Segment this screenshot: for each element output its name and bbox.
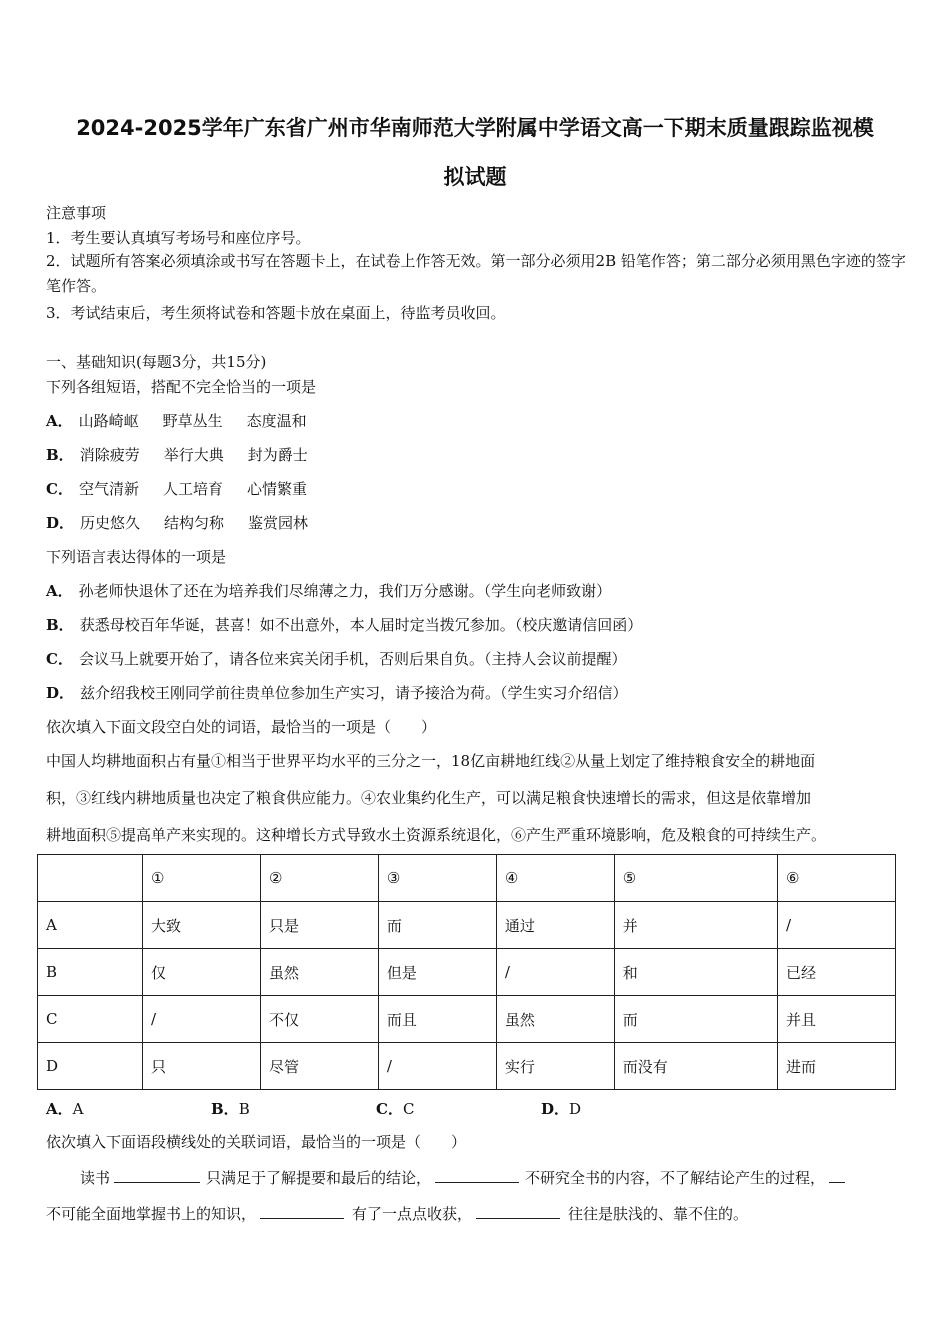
notice-item-3: 3．考试结束后，考生须将试卷和答题卡放在桌面上，待监考员收回。 [46,304,506,322]
table-row [38,1043,896,1090]
option-text: B [238,1100,250,1118]
q3-passage-line: 耕地面积⑤提高单产来实现的。这种增长方式导致水土资源系统退化，⑥产生严重环境影响，危及粮食的可持续生产。 [46,826,827,844]
option-key: C． [376,1100,403,1118]
q2-option-b [46,614,642,635]
table-cell: B [38,949,143,996]
option-item: 历史悠久 [80,514,141,532]
exam-title-line2: 拟试题 [443,165,507,189]
table-cell: 大致 [143,902,261,949]
table-cell [38,855,143,902]
option-text: D [569,1100,582,1118]
option-key: D． [46,514,75,532]
q2-option-d [46,682,628,703]
q2-option-a [46,580,611,601]
table-cell: 而 [378,902,496,949]
section-heading: 一、基础知识(每题3分，共15分) [46,353,267,371]
table-cell: 但是 [378,949,496,996]
q4-text: 往往是肤浅的、靠不住的。 [568,1205,749,1223]
option-key: A． [46,412,73,430]
table-cell: ① [143,855,261,902]
table-cell: 只是 [260,902,378,949]
table-cell: 并且 [778,996,896,1043]
option-item: 空气清新 [78,480,139,498]
q4-passage-line [80,1166,845,1188]
table-cell: ④ [496,855,614,902]
q4-text: 不可能全面地掌握书上的知识， [46,1205,257,1223]
table-row [38,902,896,949]
option-key: D． [46,684,75,702]
table-cell: 仅 [143,949,261,996]
table-cell: ③ [378,855,496,902]
option-item: 结构匀称 [164,514,225,532]
notice-item-1: 1．考生要认真填写考场号和座位序号。 [46,229,311,247]
fill-blank [114,1166,200,1183]
option-text: 会议马上就要开始了，请各位来宾关闭手机，否则后果自负。（主持人会议前提醒） [78,650,627,668]
table-cell: D [38,1043,143,1090]
table-cell: 通过 [496,902,614,949]
q3-answer-d [541,1098,581,1119]
option-item: 举行大典 [163,446,224,464]
table-row [38,949,896,996]
option-item: 态度温和 [246,412,307,430]
table-cell: 而且 [378,996,496,1043]
fill-blank [260,1202,344,1219]
q3-passage-line: 积，③红线内耕地质量也决定了粮食供应能力。④农业集约化生产，可以满足粮食快速增长的需求，但这是依靠增加 [46,789,812,807]
q2-stem: 下列语言表达得体的一项是 [46,548,227,566]
table-cell: 不仅 [260,996,378,1043]
option-item: 野草丛生 [162,412,223,430]
option-item: 心情繁重 [246,480,307,498]
table-cell: 并 [614,902,777,949]
table-cell: / [378,1043,496,1090]
q4-text: 不研究全书的内容，不了解结论产生的过程， [525,1169,826,1187]
table-cell: / [496,949,614,996]
option-item: 封为爵士 [247,446,308,464]
option-key: B． [46,616,74,634]
table-cell: / [143,996,261,1043]
table-cell: 虽然 [260,949,378,996]
option-key: A． [46,582,73,600]
q1-option-b [46,444,308,465]
table-cell: 而 [614,996,777,1043]
table-cell: 和 [614,949,777,996]
option-text: A [72,1100,84,1118]
option-key: B． [211,1100,239,1118]
q4-passage-line [46,1202,748,1224]
q1-option-d [46,512,308,533]
exam-title-line1: 2024-2025学年广东省广州市华南师范大学附属中学语文高一下期末质量跟踪监视模 [76,116,874,140]
table-cell: C [38,996,143,1043]
table-cell: ⑥ [778,855,896,902]
notice-heading: 注意事项 [46,204,107,222]
table-row [38,996,896,1043]
table-cell: 进而 [778,1043,896,1090]
q1-option-c [46,478,307,499]
table-cell: A [38,902,143,949]
fill-blank [435,1166,519,1183]
option-item: 鉴赏园林 [248,514,309,532]
q3-answer-c [376,1098,414,1119]
q4-text: 读书 [80,1169,111,1187]
q1-option-a [46,410,307,431]
q3-options-table [37,854,896,1090]
option-item: 消除疲劳 [79,446,140,464]
q3-passage-line: 中国人均耕地面积占有量①相当于世界平均水平的三分之一，18亿亩耕地红线②从量上划定了维持粮食安全的耕地面 [46,752,816,770]
option-text: 获悉母校百年华诞，甚喜！如不出意外，本人届时定当拨冗参加。（校庆邀请信回函） [79,616,643,634]
table-cell: 虽然 [496,996,614,1043]
option-key: C． [46,650,73,668]
option-text: C [402,1100,415,1118]
fill-blank [476,1202,560,1219]
option-key: B． [46,446,74,464]
fill-blank [829,1166,845,1183]
notice-item-2: 2．试题所有答案必须填涂或书写在答题卡上，在试卷上作答无效。第一部分必须用2B 铅笔作答；第二部分必须用黑色字迹的签字笔作答。 [46,252,906,295]
table-cell: 已经 [778,949,896,996]
q4-text: 只满足于了解提要和最后的结论， [206,1169,432,1187]
table-cell: ⑤ [614,855,777,902]
q4-stem: 依次填入下面语段横线处的关联词语，最恰当的一项是（ ） [46,1133,467,1151]
option-key: D． [541,1100,570,1118]
option-text: 孙老师快退休了还在为培养我们尽绵薄之力，我们万分感谢。（学生向老师致谢） [78,582,612,600]
table-cell: ② [260,855,378,902]
q3-stem: 依次填入下面文段空白处的词语，最恰当的一项是（ ） [46,718,437,736]
q4-text: 有了一点点收获， [352,1205,473,1223]
table-cell: 实行 [496,1043,614,1090]
q2-option-c [46,648,626,669]
table-cell: 只 [143,1043,261,1090]
option-key: C． [46,480,73,498]
table-cell: / [778,902,896,949]
table-cell: 而没有 [614,1043,777,1090]
q3-answer-a [46,1098,83,1119]
option-text: 兹介绍我校王刚同学前往贵单位参加生产实习，请予接洽为荷。（学生实习介绍信） [80,684,628,702]
table-header-row [38,855,896,902]
option-item: 人工培育 [162,480,223,498]
option-item: 山路崎岖 [78,412,139,430]
table-cell: 尽管 [260,1043,378,1090]
option-key: A． [46,1100,73,1118]
q3-answer-b [211,1098,250,1119]
q1-stem: 下列各组短语，搭配不完全恰当的一项是 [46,378,317,396]
